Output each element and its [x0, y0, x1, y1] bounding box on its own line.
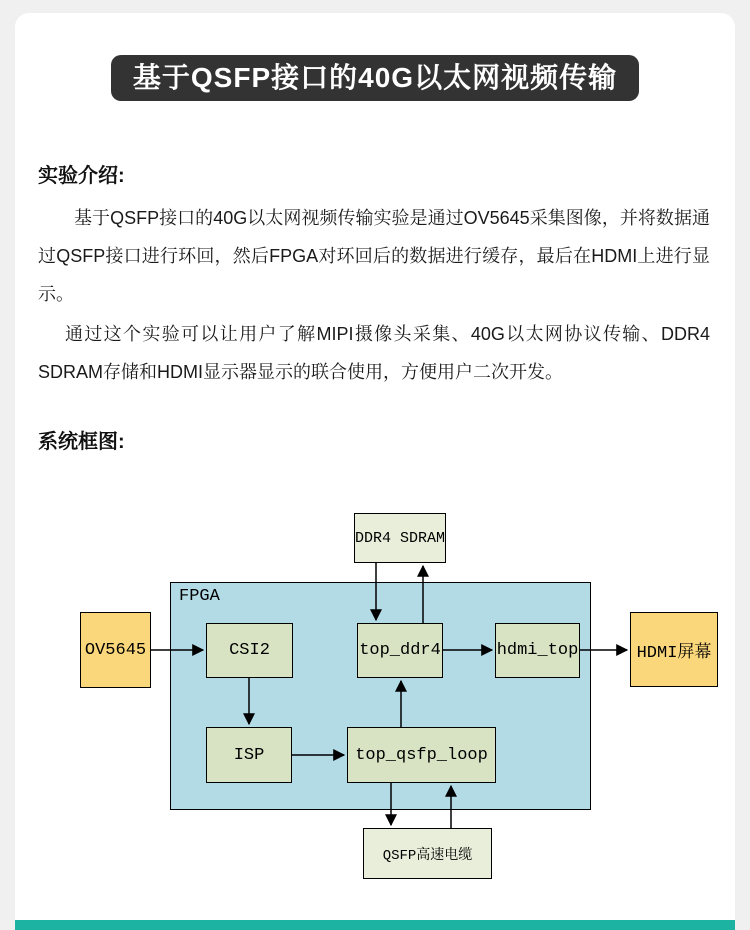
node-csi2: CSI2: [206, 623, 293, 678]
page-background: [0, 13, 750, 930]
content-card: [15, 13, 735, 930]
node-hdmi-top: hdmi_top: [495, 623, 580, 678]
fpga-label: FPGA: [179, 587, 220, 606]
system-diagram: [38, 505, 735, 895]
node-hdmi-screen: HDMI屏幕: [630, 612, 718, 687]
intro-paragraph-2: 通过这个实验可以让用户了解MIPI摄像头采集、40G以太网协议传输、DDR4 SDRAM存储和HDMI显示器显示的联合使用，方便用户二次开发。: [38, 324, 710, 382]
node-top-ddr4: top_ddr4: [357, 623, 443, 678]
intro-paragraph-1: 基于QSFP接口的40G以太网视频传输实验是通过OV5645采集图像，并将数据通过QSFP接口进行环回，然后FPGA对环回后的数据进行缓存，最后在HDMI上进行显示。: [38, 208, 710, 304]
node-top-qsfp-loop: top_qsfp_loop: [347, 727, 496, 783]
diagram-heading: 系统框图:: [38, 431, 125, 453]
page-content: [15, 163, 735, 895]
node-ov5645: OV5645: [80, 612, 151, 688]
intro-heading: 实验介绍:: [38, 165, 125, 187]
page-title-banner: 基于QSFP接口的40G以太网视频传输: [111, 55, 639, 101]
node-qsfp-cable: QSFP高速电缆: [363, 828, 492, 879]
node-isp: ISP: [206, 727, 292, 783]
footer-accent-bar: [15, 920, 735, 930]
node-ddr4-sdram: DDR4 SDRAM: [354, 513, 446, 563]
